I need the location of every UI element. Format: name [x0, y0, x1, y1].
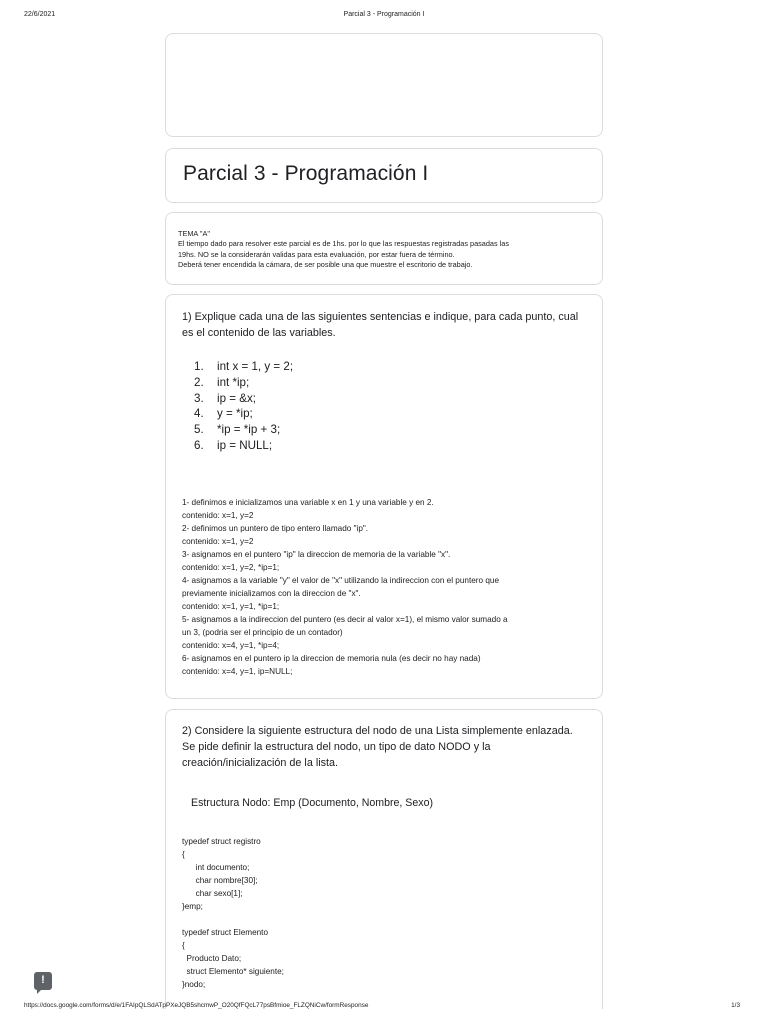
- code-line: typedef struct Elemento: [182, 928, 269, 937]
- code-item: 4. y = *ip;: [194, 407, 253, 421]
- answer-line: previamente inicializamos con la direccion de "x".: [182, 589, 361, 598]
- code-item: 6. ip = NULL;: [194, 438, 273, 452]
- answer-line: 6- asignamos en el puntero ip la direccion de memoria nula (es decir no hay nada): [182, 654, 481, 663]
- code-line: int documento;: [182, 863, 250, 872]
- answer-line: 1- definimos e inicializamos una variable x en 1 y una variable y en 2.: [182, 498, 434, 507]
- question-2-card: [165, 709, 603, 1009]
- print-header: [0, 11, 768, 23]
- question-1-text: [182, 309, 592, 341]
- print-date: 22/6/2021: [24, 11, 56, 18]
- question-2-answer-code: [182, 835, 284, 991]
- code-line: }nodo;: [182, 980, 206, 989]
- form-description-card: [165, 212, 603, 285]
- estructura-nodo-text: Estructura Nodo: Emp (Documento, Nombre, Sexo): [191, 797, 433, 809]
- code-line: char sexo[1];: [182, 889, 243, 898]
- answer-line: contenido: x=4, y=1, ip=NULL;: [182, 667, 293, 676]
- code-line: typedef struct registro: [182, 837, 261, 846]
- answer-line: contenido: x=1, y=2: [182, 511, 254, 520]
- code-line: Producto Dato;: [182, 954, 242, 963]
- form-description: [178, 229, 588, 270]
- question-2-text: [182, 723, 592, 771]
- question-1-code-list: [194, 359, 293, 454]
- print-title: Parcial 3 - Programación I: [343, 11, 425, 18]
- description-line: TEMA "A": [178, 229, 210, 238]
- question-text-line: creación/inicialización de la lista.: [182, 757, 339, 769]
- code-line: char nombre[30];: [182, 876, 258, 885]
- answer-line: 5- asignamos a la indireccion del puntero (es decir al valor x=1), el mismo valor sumado a: [182, 615, 508, 624]
- description-line: 19hs. NO se la considerarán validas para esta evaluación, por estar fuera de término.: [178, 249, 455, 259]
- answer-line: 3- asignamos en el puntero "ip" la direccion de memoria de la variable "x".: [182, 550, 451, 559]
- description-line: El tiempo dado para resolver este parcial es de 1hs. por lo que las respuestas registradas pasadas las: [178, 239, 509, 249]
- answer-line: 2- definimos un puntero de tipo entero llamado "ip".: [182, 524, 369, 533]
- question-text-line: 1) Explique cada una de las siguientes sentencias e indique, para cada punto, cual: [182, 311, 579, 323]
- print-url: https://docs.google.com/forms/d/e/1FAIpQLSdATpPXeJQB5shcmwP_O20QfFQcL77psBfmioe_FLZQNiCw/formResponse: [24, 1002, 369, 1009]
- code-item: 5. *ip = *ip + 3;: [194, 423, 281, 437]
- feedback-icon[interactable]: !: [34, 972, 52, 990]
- answer-line: contenido: x=1, y=1, *ip=1;: [182, 602, 280, 611]
- question-1-answer: [182, 496, 592, 678]
- code-item: 2. int *ip;: [194, 375, 250, 389]
- code-item: 1. int x = 1, y = 2;: [194, 360, 294, 373]
- code-item: 3. ip = &x;: [194, 391, 256, 405]
- question-text-line: 2) Considere la siguiente estructura del nodo de una Lista simplemente enlazada.: [182, 725, 573, 737]
- code-line: struct Elemento* siguiente;: [182, 967, 284, 976]
- question-1-card: [165, 294, 603, 699]
- answer-line: contenido: x=1, y=2: [182, 537, 254, 546]
- code-line: {: [182, 850, 185, 859]
- header-banner: [165, 33, 603, 137]
- print-page-number: 1/3: [731, 1002, 740, 1009]
- description-line: Deberá tener encendida la cámara, de ser posible una que muestre el escritorio de trabajo.: [178, 259, 473, 269]
- answer-line: un 3, (podria ser el principio de un contador): [182, 628, 343, 637]
- answer-line: contenido: x=4, y=1, *ip=4;: [182, 641, 280, 650]
- question-text-line: es el contenido de las variables.: [182, 327, 336, 339]
- question-text-line: Se pide definir la estructura del nodo, un tipo de dato NODO y la: [182, 741, 491, 753]
- answer-line: contenido: x=1, y=2, *ip=1;: [182, 563, 280, 572]
- code-spacer: [182, 913, 284, 926]
- answer-line: 4- asignamos a la variable "y" el valor de "x" utilizando la indireccion con el puntero que: [182, 576, 500, 585]
- form-title: Parcial 3 - Programación I: [183, 162, 429, 185]
- code-line: }emp;: [182, 902, 203, 911]
- form-title-card: [165, 148, 603, 203]
- code-line: {: [182, 941, 185, 950]
